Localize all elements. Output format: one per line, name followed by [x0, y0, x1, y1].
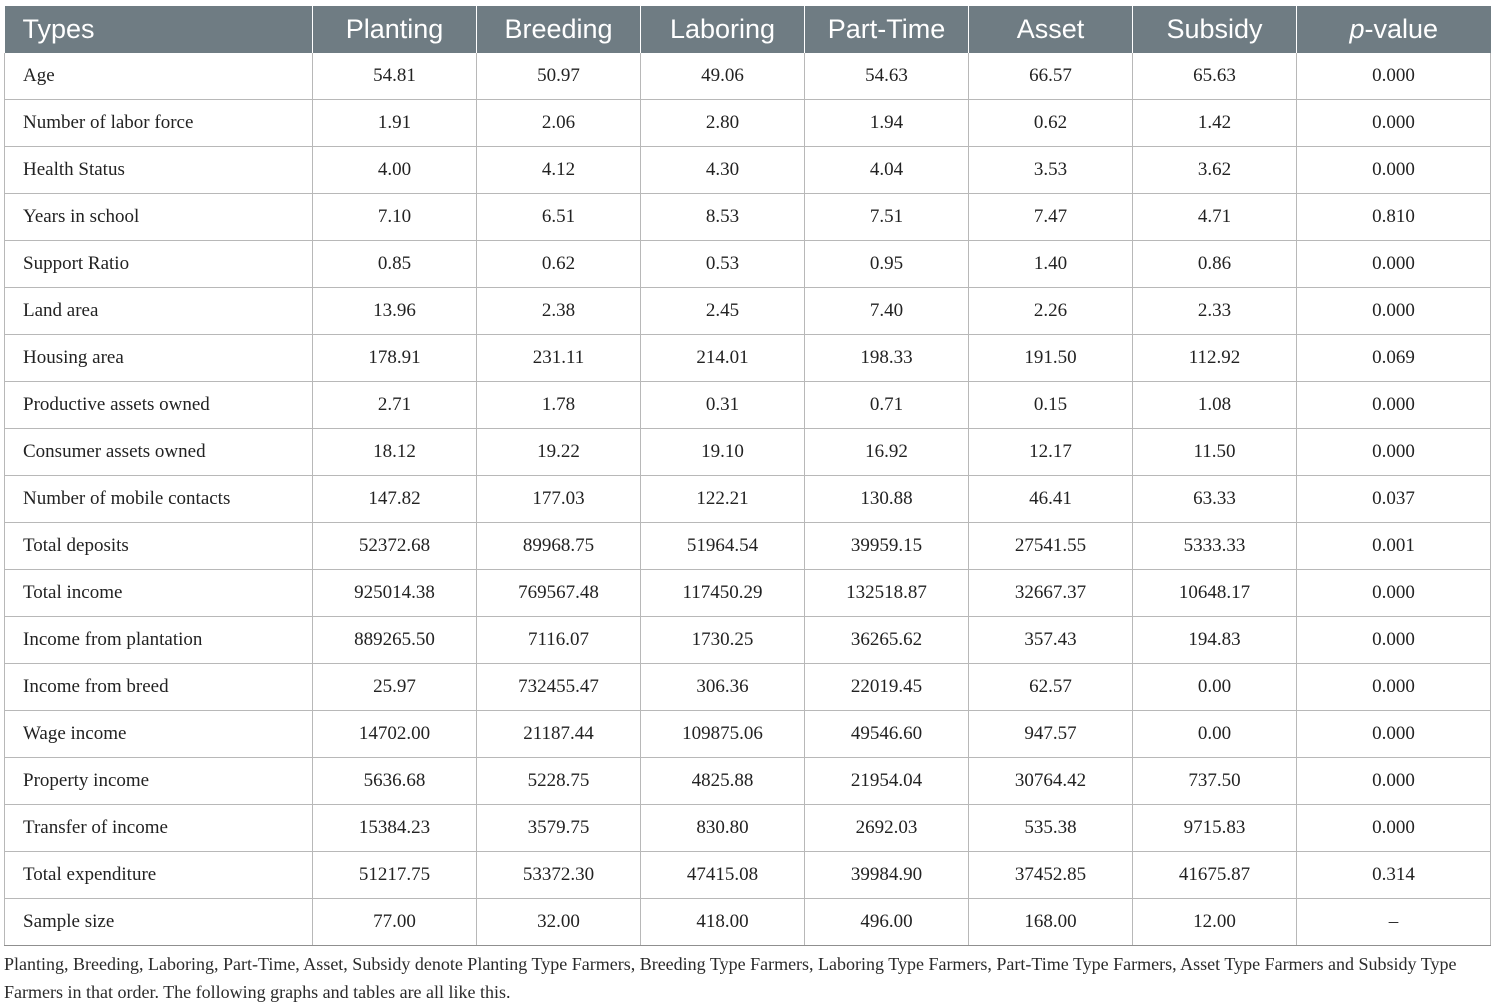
table-cell: 15384.23 — [313, 805, 477, 852]
table-cell: 0.810 — [1297, 194, 1491, 241]
row-label: Land area — [5, 288, 313, 335]
table-cell: 0.95 — [805, 241, 969, 288]
table-cell: 2.45 — [641, 288, 805, 335]
table-cell: 191.50 — [969, 335, 1133, 382]
table-cell: 0.069 — [1297, 335, 1491, 382]
row-label: Total income — [5, 570, 313, 617]
table-cell: 198.33 — [805, 335, 969, 382]
table-cell: 12.00 — [1133, 899, 1297, 946]
table-cell: 0.15 — [969, 382, 1133, 429]
table-cell: 112.92 — [1133, 335, 1297, 382]
table-cell: 51964.54 — [641, 523, 805, 570]
table-cell: 1.08 — [1133, 382, 1297, 429]
table-cell: 62.57 — [969, 664, 1133, 711]
table-row — [5, 429, 1491, 476]
table-cell: 39959.15 — [805, 523, 969, 570]
farmer-types-table — [4, 6, 1491, 946]
row-label: Number of labor force — [5, 100, 313, 147]
table-cell: 4.30 — [641, 147, 805, 194]
row-label: Total deposits — [5, 523, 313, 570]
table-cell: 5333.33 — [1133, 523, 1297, 570]
table-cell: 16.92 — [805, 429, 969, 476]
table-cell: 30764.42 — [969, 758, 1133, 805]
table-cell: 0.037 — [1297, 476, 1491, 523]
table-cell: 4.04 — [805, 147, 969, 194]
table-cell: 50.97 — [477, 53, 641, 100]
table-cell: 21954.04 — [805, 758, 969, 805]
header-p-value-suffix: -value — [1364, 14, 1439, 44]
table-cell: 5228.75 — [477, 758, 641, 805]
table-cell: 14702.00 — [313, 711, 477, 758]
table-cell: 2.26 — [969, 288, 1133, 335]
table-cell: 117450.29 — [641, 570, 805, 617]
table-row — [5, 664, 1491, 711]
table-cell: 3579.75 — [477, 805, 641, 852]
table-cell: 3.53 — [969, 147, 1133, 194]
header-breeding: Breeding — [477, 6, 641, 53]
table-cell: 10648.17 — [1133, 570, 1297, 617]
table-cell: 732455.47 — [477, 664, 641, 711]
table-cell: 830.80 — [641, 805, 805, 852]
table-cell: 535.38 — [969, 805, 1133, 852]
table-cell: 889265.50 — [313, 617, 477, 664]
table-row — [5, 852, 1491, 899]
table-cell: 0.000 — [1297, 711, 1491, 758]
header-asset: Asset — [969, 6, 1133, 53]
table-cell: 0.314 — [1297, 852, 1491, 899]
table-cell: 0.000 — [1297, 288, 1491, 335]
table-cell: 0.000 — [1297, 429, 1491, 476]
row-label: Number of mobile contacts — [5, 476, 313, 523]
table-cell: 63.33 — [1133, 476, 1297, 523]
table-cell: 7.10 — [313, 194, 477, 241]
table-row — [5, 53, 1491, 100]
table-row — [5, 194, 1491, 241]
table-cell: 1.78 — [477, 382, 641, 429]
table-cell: 1730.25 — [641, 617, 805, 664]
table-cell: 132518.87 — [805, 570, 969, 617]
table-cell: 925014.38 — [313, 570, 477, 617]
table-cell: 0.31 — [641, 382, 805, 429]
table-cell: 0.86 — [1133, 241, 1297, 288]
table-row — [5, 805, 1491, 852]
table-cell: – — [1297, 899, 1491, 946]
row-label: Transfer of income — [5, 805, 313, 852]
header-p-value-prefix: p — [1349, 14, 1365, 44]
row-label: Support Ratio — [5, 241, 313, 288]
table-cell: 0.000 — [1297, 241, 1491, 288]
table-cell: 1.40 — [969, 241, 1133, 288]
header-subsidy: Subsidy — [1133, 6, 1297, 53]
table-cell: 2.38 — [477, 288, 641, 335]
table-cell: 0.000 — [1297, 570, 1491, 617]
table-row — [5, 617, 1491, 664]
table-cell: 41675.87 — [1133, 852, 1297, 899]
row-label: Consumer assets owned — [5, 429, 313, 476]
table-cell: 47415.08 — [641, 852, 805, 899]
table-cell: 89968.75 — [477, 523, 641, 570]
row-label: Property income — [5, 758, 313, 805]
table-cell: 8.53 — [641, 194, 805, 241]
table-cell: 49546.60 — [805, 711, 969, 758]
table-cell: 0.00 — [1133, 664, 1297, 711]
header-planting: Planting — [313, 6, 477, 53]
table-cell: 39984.90 — [805, 852, 969, 899]
table-row — [5, 711, 1491, 758]
table-row — [5, 758, 1491, 805]
table-row — [5, 100, 1491, 147]
table-cell: 2692.03 — [805, 805, 969, 852]
table-cell: 13.96 — [313, 288, 477, 335]
table-cell: 36265.62 — [805, 617, 969, 664]
table-cell: 168.00 — [969, 899, 1133, 946]
table-header-row — [5, 6, 1491, 53]
table-cell: 737.50 — [1133, 758, 1297, 805]
table-cell: 7116.07 — [477, 617, 641, 664]
table-row — [5, 382, 1491, 429]
row-label: Productive assets owned — [5, 382, 313, 429]
table-cell: 0.000 — [1297, 617, 1491, 664]
table-cell: 2.71 — [313, 382, 477, 429]
table-cell: 947.57 — [969, 711, 1133, 758]
table-cell: 2.06 — [477, 100, 641, 147]
table-cell: 0.62 — [969, 100, 1133, 147]
table-cell: 130.88 — [805, 476, 969, 523]
table-row — [5, 899, 1491, 946]
table-cell: 52372.68 — [313, 523, 477, 570]
table-cell: 496.00 — [805, 899, 969, 946]
table-row — [5, 147, 1491, 194]
table-cell: 4.00 — [313, 147, 477, 194]
row-label: Housing area — [5, 335, 313, 382]
table-cell: 18.12 — [313, 429, 477, 476]
table-cell: 3.62 — [1133, 147, 1297, 194]
table-cell: 214.01 — [641, 335, 805, 382]
table-cell: 0.000 — [1297, 100, 1491, 147]
row-label: Income from plantation — [5, 617, 313, 664]
table-cell: 5636.68 — [313, 758, 477, 805]
table-cell: 0.000 — [1297, 382, 1491, 429]
table-cell: 0.000 — [1297, 758, 1491, 805]
table-cell: 0.00 — [1133, 711, 1297, 758]
table-cell: 25.97 — [313, 664, 477, 711]
table-cell: 769567.48 — [477, 570, 641, 617]
table-cell: 0.71 — [805, 382, 969, 429]
table-cell: 4825.88 — [641, 758, 805, 805]
table-cell: 22019.45 — [805, 664, 969, 711]
table-cell: 51217.75 — [313, 852, 477, 899]
row-label: Wage income — [5, 711, 313, 758]
table-cell: 0.62 — [477, 241, 641, 288]
table-cell: 109875.06 — [641, 711, 805, 758]
table-row — [5, 523, 1491, 570]
table-cell: 177.03 — [477, 476, 641, 523]
table-cell: 53372.30 — [477, 852, 641, 899]
table-cell: 65.63 — [1133, 53, 1297, 100]
table-cell: 7.40 — [805, 288, 969, 335]
table-body — [5, 53, 1491, 946]
table-cell: 27541.55 — [969, 523, 1133, 570]
table-row — [5, 335, 1491, 382]
table-cell: 0.000 — [1297, 805, 1491, 852]
row-label: Years in school — [5, 194, 313, 241]
table-cell: 32.00 — [477, 899, 641, 946]
table-cell: 178.91 — [313, 335, 477, 382]
table-cell: 66.57 — [969, 53, 1133, 100]
table-cell: 0.000 — [1297, 147, 1491, 194]
header-types: Types — [5, 6, 313, 53]
table-cell: 37452.85 — [969, 852, 1133, 899]
table-cell: 77.00 — [313, 899, 477, 946]
table-cell: 0.000 — [1297, 53, 1491, 100]
header-part-time: Part-Time — [805, 6, 969, 53]
table-cell: 7.47 — [969, 194, 1133, 241]
row-label: Health Status — [5, 147, 313, 194]
table-cell: 1.94 — [805, 100, 969, 147]
table-cell: 306.36 — [641, 664, 805, 711]
table-cell: 4.71 — [1133, 194, 1297, 241]
table-row — [5, 570, 1491, 617]
header-laboring: Laboring — [641, 6, 805, 53]
row-label: Age — [5, 53, 313, 100]
header-p-value — [1297, 6, 1491, 53]
table-cell: 11.50 — [1133, 429, 1297, 476]
table-cell: 4.12 — [477, 147, 641, 194]
table-cell: 0.85 — [313, 241, 477, 288]
table-cell: 147.82 — [313, 476, 477, 523]
table-cell: 2.33 — [1133, 288, 1297, 335]
table-cell: 9715.83 — [1133, 805, 1297, 852]
table-cell: 122.21 — [641, 476, 805, 523]
row-label: Total expenditure — [5, 852, 313, 899]
table-cell: 2.80 — [641, 100, 805, 147]
table-cell: 54.81 — [313, 53, 477, 100]
table-row — [5, 476, 1491, 523]
table-footnote: Planting, Breeding, Laboring, Part-Time, Asset, Subsidy denote Planting Type Farmers, Breeding Type Farmers, Laboring Type Farmers, Part-Time Type Farmers, Asset Type Farmers and Subsidy Type Farmers in that order. The following graphs and tables are all like this. — [4, 954, 1457, 1002]
table-cell: 357.43 — [969, 617, 1133, 664]
table-cell: 1.42 — [1133, 100, 1297, 147]
table-cell: 0.000 — [1297, 664, 1491, 711]
table-cell: 32667.37 — [969, 570, 1133, 617]
table-cell: 0.53 — [641, 241, 805, 288]
table-cell: 231.11 — [477, 335, 641, 382]
data-table-container — [4, 6, 1490, 946]
table-cell: 0.001 — [1297, 523, 1491, 570]
table-cell: 49.06 — [641, 53, 805, 100]
table-cell: 19.10 — [641, 429, 805, 476]
table-cell: 194.83 — [1133, 617, 1297, 664]
table-cell: 6.51 — [477, 194, 641, 241]
table-cell: 1.91 — [313, 100, 477, 147]
table-cell: 19.22 — [477, 429, 641, 476]
row-label: Income from breed — [5, 664, 313, 711]
row-label: Sample size — [5, 899, 313, 946]
table-cell: 12.17 — [969, 429, 1133, 476]
table-cell: 46.41 — [969, 476, 1133, 523]
table-cell: 54.63 — [805, 53, 969, 100]
table-row — [5, 241, 1491, 288]
table-cell: 7.51 — [805, 194, 969, 241]
table-row — [5, 288, 1491, 335]
table-cell: 418.00 — [641, 899, 805, 946]
table-cell: 21187.44 — [477, 711, 641, 758]
